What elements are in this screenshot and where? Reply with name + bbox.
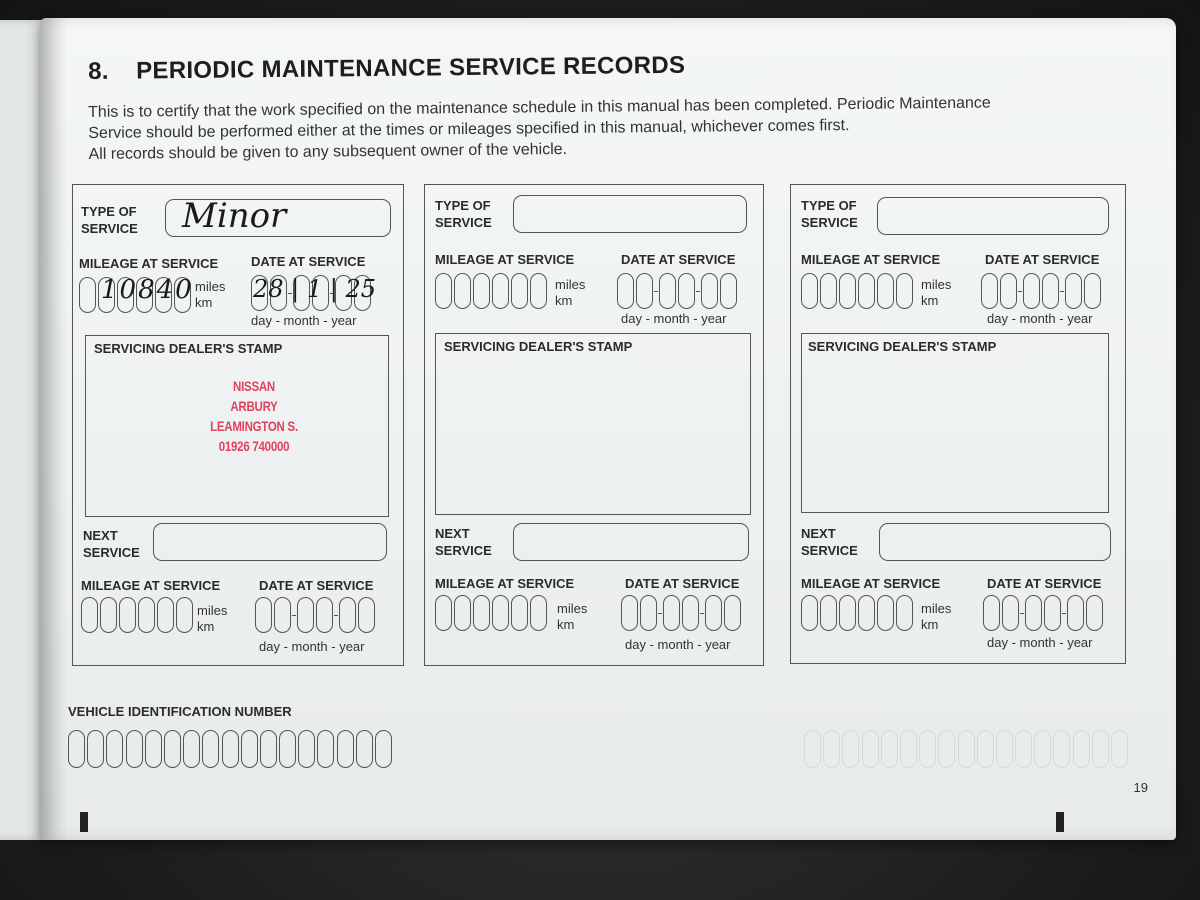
vin-cell[interactable] <box>106 730 123 768</box>
next-day-month-year-label: day - month - year <box>625 637 731 652</box>
next-mileage-label: MILEAGE AT SERVICE <box>81 578 221 593</box>
next-miles-km-label: miles km <box>557 601 588 632</box>
vin-cell[interactable] <box>260 730 277 768</box>
section-title: PERIODIC MAINTENANCE SERVICE RECORDS <box>135 51 686 85</box>
vin-cell <box>862 730 879 768</box>
vin-cell <box>1053 730 1070 768</box>
vin-cell[interactable] <box>87 730 104 768</box>
miles-km-label: miles km <box>921 277 952 308</box>
day-month-year-label: day - month - year <box>621 311 727 326</box>
vin-cell[interactable] <box>298 730 315 768</box>
next-service-field[interactable] <box>879 523 1111 561</box>
type-of-service-label: TYPE OF SERVICE <box>435 198 492 230</box>
intro-line-3: All records should be given to any subsequent owner of the vehicle. <box>88 140 568 163</box>
spine-shadow <box>40 18 68 840</box>
dealer-stamp-box[interactable] <box>85 335 389 517</box>
miles-km-label: miles km <box>555 277 586 308</box>
vin-cell[interactable] <box>241 730 258 768</box>
mileage-cells[interactable] <box>435 273 549 309</box>
vin-cell <box>1092 730 1109 768</box>
dealer-stamp-box[interactable] <box>435 333 751 515</box>
service-record-2 <box>424 184 764 666</box>
next-service-label: NEXT SERVICE <box>435 526 492 558</box>
page-title <box>88 52 685 86</box>
dealer-stamp-box[interactable] <box>801 333 1109 513</box>
section-number: 8. <box>88 57 109 85</box>
vin-label: VEHICLE IDENTIFICATION NUMBER <box>68 704 292 719</box>
mileage-at-service-label: MILEAGE AT SERVICE <box>801 252 941 267</box>
next-miles-km-label: miles km <box>921 601 952 632</box>
next-service-label: NEXT SERVICE <box>83 528 140 560</box>
service-record-3 <box>790 184 1126 664</box>
manual-page <box>40 18 1176 840</box>
mileage-value: 10840 <box>101 275 194 305</box>
intro-line-2: Service should be performed either at the times or mileages specified in this manual, whichever comes first. <box>88 117 850 142</box>
page-number: 19 <box>1133 780 1148 795</box>
vin-cell <box>881 730 898 768</box>
vin-cell[interactable] <box>317 730 334 768</box>
next-day-month-year-label: day - month - year <box>259 639 365 654</box>
vin-cell <box>804 730 821 768</box>
vin-cell <box>996 730 1013 768</box>
vin-cell[interactable] <box>202 730 219 768</box>
vin-cell <box>1015 730 1032 768</box>
next-service-field[interactable] <box>153 523 387 561</box>
next-miles-km-label: miles km <box>197 603 228 634</box>
miles-km-label: miles km <box>195 279 226 310</box>
next-service-field[interactable] <box>513 523 749 561</box>
type-of-service-label: TYPE OF SERVICE <box>81 204 138 236</box>
date-cells[interactable] <box>617 273 739 309</box>
vin-cell[interactable] <box>375 730 392 768</box>
vin-cell[interactable] <box>337 730 354 768</box>
vin-cell <box>1111 730 1128 768</box>
dealer-stamp-label: SERVICING DEALER'S STAMP <box>808 339 997 354</box>
next-date-cells[interactable] <box>983 595 1105 631</box>
mileage-cells[interactable] <box>801 273 915 309</box>
next-mileage-label: MILEAGE AT SERVICE <box>801 576 941 591</box>
vin-cell <box>938 730 955 768</box>
vin-cells[interactable] <box>68 730 394 768</box>
next-date-cells[interactable] <box>621 595 743 631</box>
dealer-stamp-imprint: NISSAN ARBURY LEAMINGTON S. 01926 740000 <box>210 378 298 454</box>
vin-cell[interactable] <box>164 730 181 768</box>
vin-cell[interactable] <box>222 730 239 768</box>
intro-line-1: This is to certify that the work specified on the maintenance schedule in this manual has been completed. Periodic Maintenance <box>88 94 991 121</box>
vin-cell <box>919 730 936 768</box>
vin-cell[interactable] <box>126 730 143 768</box>
next-date-label: DATE AT SERVICE <box>625 576 740 591</box>
vin-cell <box>977 730 994 768</box>
next-mileage-label: MILEAGE AT SERVICE <box>435 576 575 591</box>
mileage-at-service-label: MILEAGE AT SERVICE <box>79 256 219 271</box>
vin-cell <box>842 730 859 768</box>
type-of-service-label: TYPE OF SERVICE <box>801 198 858 230</box>
vin-cell[interactable] <box>279 730 296 768</box>
show-through-vin-cells <box>804 730 1130 768</box>
next-day-month-year-label: day - month - year <box>987 635 1093 650</box>
type-of-service-field[interactable] <box>165 196 391 237</box>
dealer-stamp-label: SERVICING DEALER'S STAMP <box>94 341 283 356</box>
next-date-cells[interactable] <box>255 597 377 633</box>
type-of-service-value: Minor <box>182 196 287 236</box>
date-value: 28 | 1 | 25 <box>253 275 377 303</box>
vin-cell <box>1034 730 1051 768</box>
mileage-at-service-label: MILEAGE AT SERVICE <box>435 252 575 267</box>
binding-mark-right <box>1056 812 1064 832</box>
next-mileage-cells[interactable] <box>81 597 195 633</box>
dealer-stamp-label: SERVICING DEALER'S STAMP <box>444 339 633 354</box>
vin-cell[interactable] <box>145 730 162 768</box>
next-service-label: NEXT SERVICE <box>801 526 858 558</box>
intro-text <box>88 91 1129 165</box>
vin-cell[interactable] <box>68 730 85 768</box>
next-date-label: DATE AT SERVICE <box>259 578 374 593</box>
vin-cell <box>958 730 975 768</box>
day-month-year-label: day - month - year <box>251 313 357 328</box>
date-at-service-label: DATE AT SERVICE <box>621 252 736 267</box>
date-cells[interactable] <box>981 273 1103 309</box>
next-mileage-cells[interactable] <box>801 595 915 631</box>
next-date-label: DATE AT SERVICE <box>987 576 1102 591</box>
type-of-service-field[interactable] <box>877 197 1109 235</box>
vin-cell <box>900 730 917 768</box>
vin-cell <box>1073 730 1090 768</box>
vin-cell <box>823 730 840 768</box>
date-at-service-label: DATE AT SERVICE <box>985 252 1100 267</box>
vin-cell[interactable] <box>356 730 373 768</box>
service-record-1 <box>72 184 404 666</box>
day-month-year-label: day - month - year <box>987 311 1093 326</box>
binding-mark-left <box>80 812 88 832</box>
next-mileage-cells[interactable] <box>435 595 549 631</box>
type-of-service-field[interactable] <box>513 195 747 233</box>
date-at-service-label: DATE AT SERVICE <box>251 254 366 269</box>
vin-cell[interactable] <box>183 730 200 768</box>
